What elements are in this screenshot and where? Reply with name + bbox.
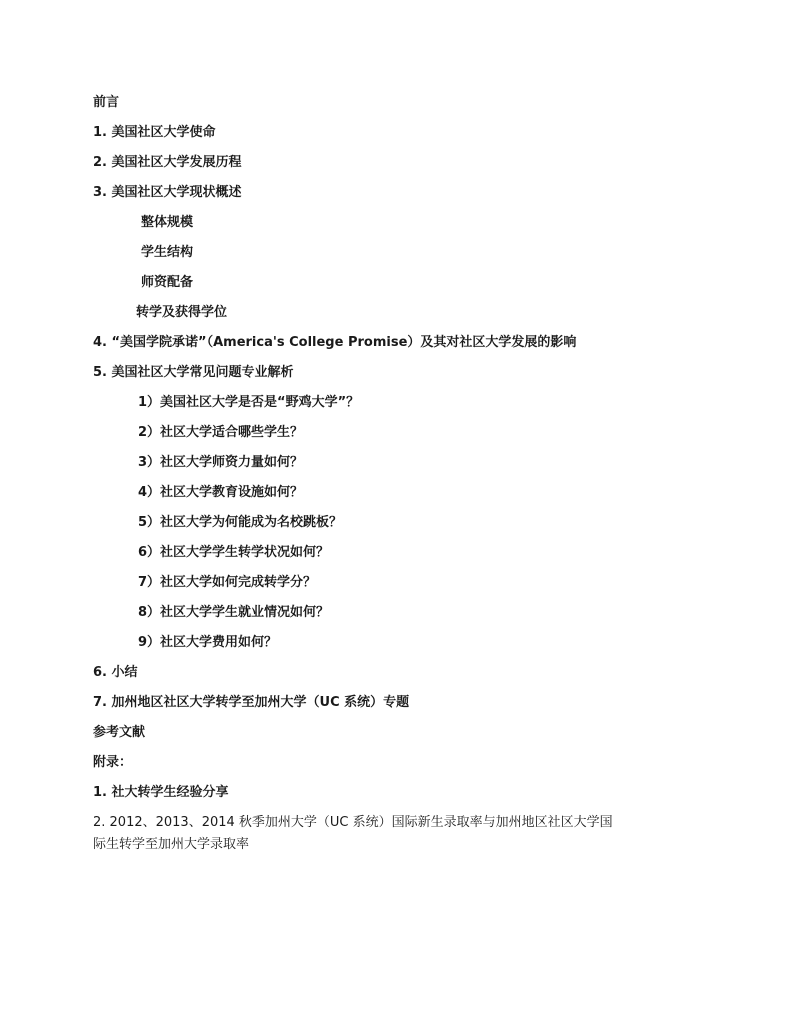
toc-item-3-sub: 转学及获得学位 — [136, 305, 228, 320]
toc-item-3: 3. 美国社区大学现状概述 — [93, 185, 242, 200]
toc-item-6: 6. 小结 — [93, 665, 138, 680]
toc-item-5-sub: 7）社区大学如何完成转学分？ — [138, 575, 317, 590]
toc-item-5-sub: 8）社区大学学生就业情况如何？ — [138, 605, 330, 620]
toc-item-5-sub: 3）社区大学师资力量如何？ — [138, 455, 304, 470]
toc-item-5-sub: 5）社区大学为何能成为名校跳板？ — [138, 515, 343, 530]
toc-references: 参考文献 — [93, 725, 146, 740]
toc-preface: 前言 — [93, 95, 120, 110]
toc-item-2: 2. 美国社区大学发展历程 — [93, 155, 242, 170]
toc-item-4: 4. “美国学院承诺”（America's College Promise）及其对社区大学发展的影响 — [93, 335, 577, 350]
toc-item-5-sub: 9）社区大学费用如何？ — [138, 635, 278, 650]
toc-item-5-sub: 6）社区大学学生转学状况如何？ — [138, 545, 330, 560]
toc-appendix-2-line2: 际生转学至加州大学录取率 — [93, 837, 250, 852]
toc-item-3-sub: 整体规模 — [141, 215, 194, 230]
toc-item-1: 1. 美国社区大学使命 — [93, 125, 216, 140]
toc-item-5-sub: 1）美国社区大学是否是“野鸡大学”？ — [138, 395, 360, 410]
toc-appendix: 附录： — [93, 755, 133, 770]
toc-item-5-sub: 2）社区大学适合哪些学生？ — [138, 425, 304, 440]
toc-item-5-sub: 4）社区大学教育设施如何？ — [138, 485, 304, 500]
toc-item-5: 5. 美国社区大学常见问题专业解析 — [93, 365, 294, 380]
toc-item-7: 7. 加州地区社区大学转学至加州大学（UC 系统）专题 — [93, 695, 410, 710]
toc-appendix-1: 1. 社大转学生经验分享 — [93, 785, 229, 800]
toc-appendix-2-line1: 2. 2012、2013、2014 秋季加州大学（UC 系统）国际新生录取率与加州地区社区大学国 — [93, 815, 613, 830]
toc-item-3-sub: 学生结构 — [141, 245, 194, 260]
toc-item-3-sub: 师资配备 — [141, 275, 194, 290]
